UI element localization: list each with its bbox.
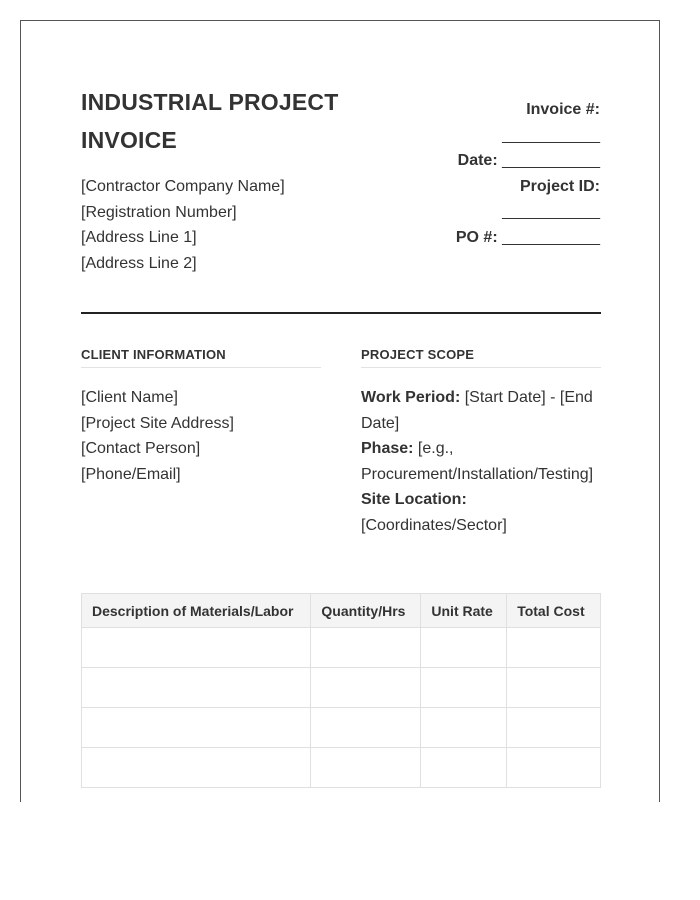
- cell-quantity[interactable]: [311, 708, 421, 748]
- client-site-address: [Project Site Address]: [81, 414, 234, 432]
- cell-quantity[interactable]: [311, 628, 421, 668]
- work-period: [361, 385, 601, 436]
- contractor-company-name: [Contractor Company Name]: [81, 178, 285, 195]
- header-divider: [81, 312, 601, 314]
- date-field: ___________: [502, 152, 600, 170]
- cell-quantity[interactable]: [311, 668, 421, 708]
- cell-total-cost[interactable]: [507, 668, 601, 708]
- cell-description[interactable]: [82, 748, 311, 788]
- date-label: Date:: [457, 152, 498, 170]
- cell-description[interactable]: [82, 668, 311, 708]
- invoice-number-field: ___________: [502, 126, 600, 144]
- table-row: [82, 708, 601, 748]
- site-location-label: Site Location:: [361, 491, 467, 509]
- cell-total-cost[interactable]: [507, 748, 601, 788]
- client-name: [Client Name]: [81, 389, 178, 406]
- project-id-field: ___________: [502, 203, 600, 221]
- header-quantity: Quantity/Hrs: [311, 594, 421, 628]
- site-location: [361, 487, 601, 538]
- work-period-label: Work Period:: [361, 389, 461, 406]
- project-scope-section: [361, 347, 601, 539]
- contractor-address-line-1: [Address Line 1]: [81, 229, 197, 247]
- client-information-section: [81, 347, 321, 487]
- work-period-value: [Start Date] - [End Date]: [361, 389, 593, 432]
- phase-value: [e.g., Procurement/Installation/Testing]: [361, 440, 594, 483]
- cell-description[interactable]: [82, 708, 311, 748]
- cell-description[interactable]: [82, 628, 311, 668]
- cell-total-cost[interactable]: [507, 708, 601, 748]
- client-phone-email: [Phone/Email]: [81, 465, 181, 483]
- po-number-label: PO #:: [455, 228, 498, 246]
- table-row: [82, 748, 601, 788]
- client-contact-person: [Contact Person]: [81, 440, 201, 458]
- po-number-field: ___________: [502, 228, 600, 246]
- cell-unit-rate[interactable]: [421, 628, 507, 668]
- phase: [361, 436, 601, 487]
- contractor-address-line-2: [Address Line 2]: [81, 254, 197, 272]
- line-items-table: [81, 593, 601, 788]
- cell-quantity[interactable]: [311, 748, 421, 788]
- header-description: Description of Materials/Labor: [82, 594, 311, 628]
- invoice-meta: [350, 97, 600, 251]
- phase-label: Phase:: [361, 440, 414, 458]
- invoice-page: [20, 20, 660, 802]
- client-information-heading: CLIENT INFORMATION: [81, 347, 321, 368]
- site-location-value: [Coordinates/Sector]: [361, 516, 507, 534]
- invoice-number-label: Invoice #:: [526, 101, 600, 118]
- table-row: [82, 668, 601, 708]
- cell-unit-rate[interactable]: [421, 708, 507, 748]
- contractor-registration: [Registration Number]: [81, 203, 237, 221]
- contractor-details: [81, 174, 285, 276]
- cell-total-cost[interactable]: [507, 628, 601, 668]
- table-header-row: [82, 594, 601, 628]
- project-id-label: Project ID:: [519, 177, 600, 195]
- header-total-cost: Total Cost: [507, 594, 601, 628]
- header-unit-rate: Unit Rate: [421, 594, 507, 628]
- cell-unit-rate[interactable]: [421, 748, 507, 788]
- project-scope-heading: PROJECT SCOPE: [361, 347, 601, 368]
- cell-unit-rate[interactable]: [421, 668, 507, 708]
- invoice-title: INDUSTRIAL PROJECT INVOICE: [81, 89, 339, 153]
- table-row: [82, 628, 601, 668]
